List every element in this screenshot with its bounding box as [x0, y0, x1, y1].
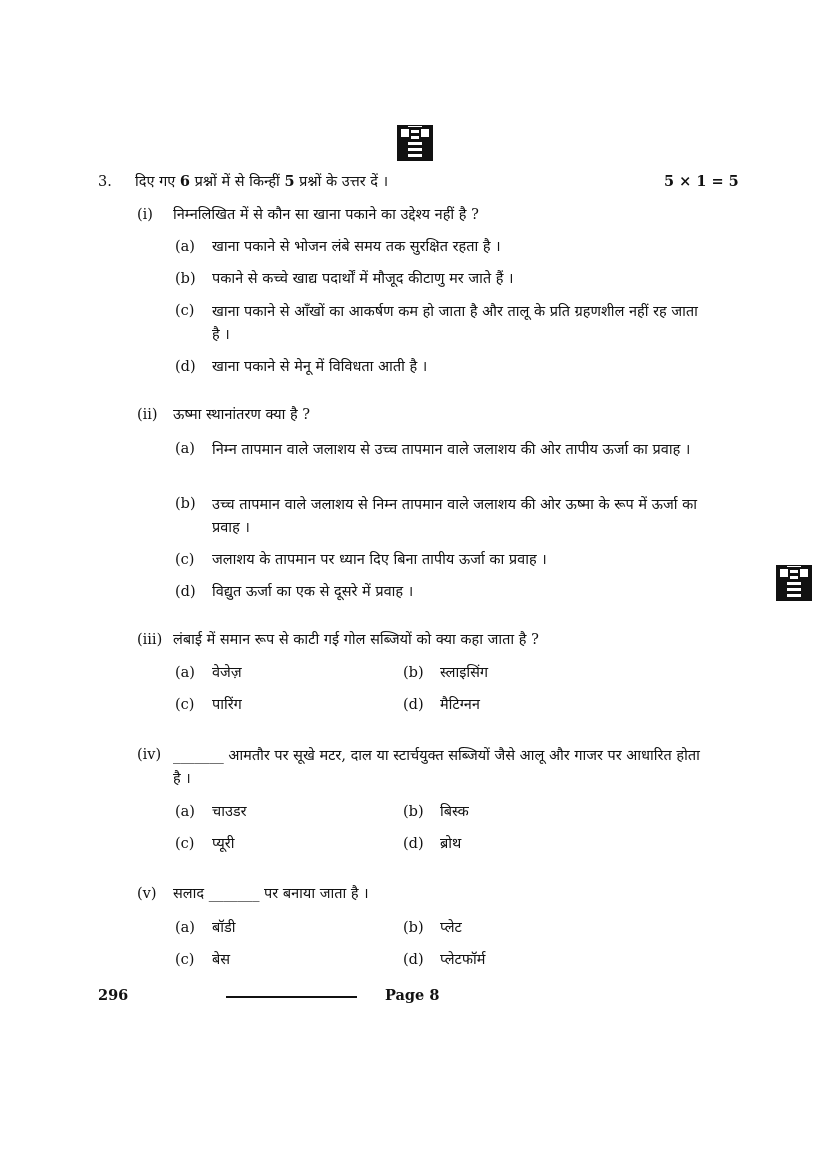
- option-text: पारिंग: [212, 697, 242, 713]
- item-question-text: आमतौर पर सूखे मटर, दाल या स्टार्चयुक्त सब्जियों जैसे आलू और गाजर पर आधारित होता है ।: [173, 748, 700, 787]
- option-text: प्लेट: [440, 920, 462, 936]
- instruction-count-answer: 5: [284, 173, 295, 190]
- option-text: बेस: [212, 952, 231, 968]
- page-number: Page 8: [385, 987, 440, 1004]
- qr-code-side: [776, 565, 812, 601]
- option-label: (b): [403, 804, 424, 820]
- marks: 5 × 1 = 5: [664, 173, 739, 190]
- option-text: बॉडी: [212, 920, 236, 936]
- fill-blank: _______: [208, 886, 260, 902]
- instruction-part: प्रश्नों में से किन्हीं: [189, 174, 285, 190]
- option-label: (c): [175, 836, 195, 852]
- option-text: पकाने से कच्चे खाद्य पदार्थों में मौजूद कीटाणु मर जाते हैं ।: [212, 271, 514, 287]
- footer-rule: [226, 996, 357, 998]
- instruction-part: प्रश्नों के उत्तर दें ।: [294, 174, 389, 190]
- item-roman: (v): [137, 886, 157, 902]
- option-text: प्लेटफॉर्म: [440, 952, 486, 968]
- option-label: (c): [175, 552, 195, 568]
- option-label: (d): [403, 697, 424, 713]
- option-label: (a): [175, 920, 195, 936]
- item-question-text: सलाद: [173, 886, 209, 902]
- instruction-count-total: 6: [179, 173, 190, 190]
- question-number: 3.: [98, 174, 112, 190]
- paper-code: 296: [98, 987, 129, 1004]
- option-label: (d): [403, 952, 424, 968]
- item-question: ऊष्मा स्थानांतरण क्या है ?: [173, 407, 311, 423]
- option-label: (c): [175, 952, 195, 968]
- option-text: खाना पकाने से भोजन लंबे समय तक सुरक्षित रहता है ।: [212, 239, 501, 255]
- option-label: (a): [175, 665, 195, 681]
- option-text: खाना पकाने से मेनू में विविधता आती है ।: [212, 359, 428, 375]
- option-text: खाना पकाने से आँखों का आकर्षण कम हो जाता है और तालू के प्रति ग्रहणशील नहीं रह जाता है ।: [212, 304, 698, 343]
- option-text: उच्च तापमान वाले जलाशय से निम्न तापमान वाले जलाशय की ओर ऊष्मा के रूप में ऊर्जा का प्रवाह ।: [212, 497, 698, 536]
- item-question: लंबाई में समान रूप से काटी गई गोल सब्जियों को क्या कहा जाता है ?: [173, 632, 539, 648]
- option-label: (b): [175, 271, 196, 287]
- option-text: मैटिग्नन: [440, 697, 480, 713]
- option-text: निम्न तापमान वाले जलाशय से उच्च तापमान वाले जलाशय की ओर तापीय ऊर्जा का प्रवाह ।: [212, 442, 691, 458]
- option-text: विद्युत ऊर्जा का एक से दूसरे में प्रवाह ।: [212, 584, 414, 600]
- option-label: (b): [403, 920, 424, 936]
- option-label: (b): [175, 496, 196, 512]
- fill-blank: _______: [173, 748, 224, 764]
- option-text: चाउडर: [212, 804, 247, 820]
- item-roman: (ii): [137, 407, 158, 423]
- option-text: जलाशय के तापमान पर ध्यान दिए बिना तापीय ऊर्जा का प्रवाह ।: [212, 552, 547, 568]
- question-instruction: [135, 172, 388, 192]
- option-label: (a): [175, 441, 195, 457]
- option-text: प्यूरी: [212, 836, 235, 852]
- option-text: स्लाइसिंग: [440, 665, 489, 681]
- option-text: बिस्क: [440, 804, 469, 820]
- option-label: (c): [175, 697, 195, 713]
- option-text: वेजेज़: [212, 665, 242, 681]
- item-question: निम्नलिखित में से कौन सा खाना पकाने का उद्देश्य नहीं है ?: [173, 207, 479, 223]
- option-label: (b): [403, 665, 424, 681]
- qr-code-top: [397, 125, 433, 161]
- option-text: ब्रोथ: [440, 836, 462, 852]
- option-label: (a): [175, 239, 195, 255]
- option-label: (d): [403, 836, 424, 852]
- option-label: (c): [175, 303, 195, 319]
- item-question: [173, 745, 703, 791]
- instruction-part: दिए गए: [135, 174, 180, 190]
- item-question-text: पर बनाया जाता है ।: [259, 886, 369, 902]
- item-roman: (iv): [137, 747, 162, 763]
- option-label: (d): [175, 359, 196, 375]
- item-roman: (iii): [137, 632, 163, 648]
- item-question: [173, 884, 369, 904]
- option-label: (a): [175, 804, 195, 820]
- item-roman: (i): [137, 207, 153, 223]
- option-label: (d): [175, 584, 196, 600]
